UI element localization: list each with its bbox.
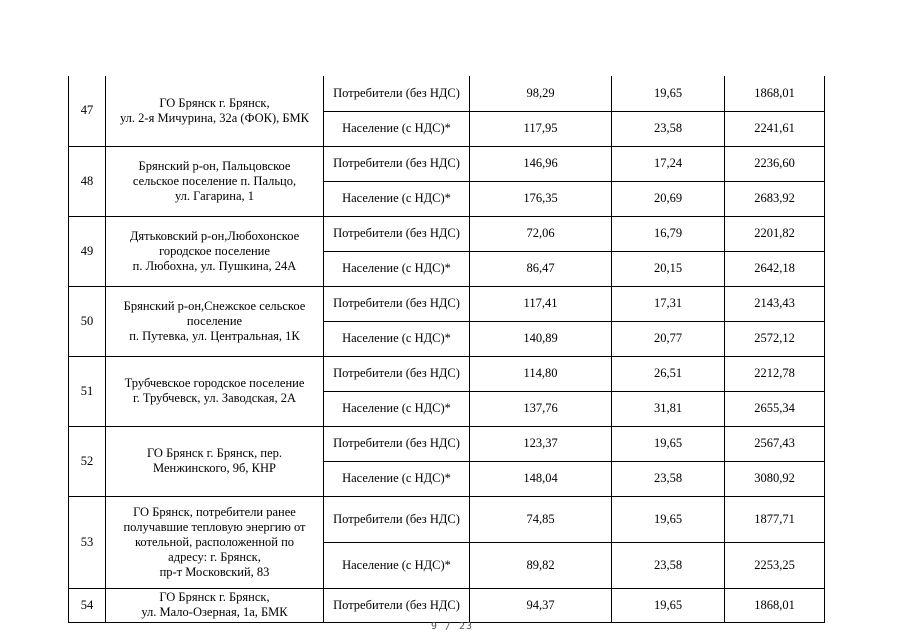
value-cell-3: 2655,34 xyxy=(725,391,825,426)
value-cell-1: 137,76 xyxy=(470,391,612,426)
table-row xyxy=(69,76,825,111)
row-number: 52 xyxy=(69,426,106,496)
location-name: Трубчевское городское поселение г. Трубчевск, ул. Заводская, 2А xyxy=(106,356,324,426)
value-cell-3: 2253,25 xyxy=(725,542,825,588)
consumer-type: Население (с НДС)* xyxy=(324,181,470,216)
value-cell-3: 2241,61 xyxy=(725,111,825,146)
value-cell-3: 2572,12 xyxy=(725,321,825,356)
table-row xyxy=(69,426,825,461)
value-cell-2: 20,15 xyxy=(612,251,725,286)
value-cell-2: 31,81 xyxy=(612,391,725,426)
table-row xyxy=(69,286,825,321)
row-number: 47 xyxy=(69,76,106,146)
value-cell-3: 2642,18 xyxy=(725,251,825,286)
consumer-type: Потребители (без НДС) xyxy=(324,496,470,542)
value-cell-2: 23,58 xyxy=(612,542,725,588)
value-cell-3: 2201,82 xyxy=(725,216,825,251)
consumer-type: Потребители (без НДС) xyxy=(324,216,470,251)
consumer-type: Население (с НДС)* xyxy=(324,542,470,588)
value-cell-3: 1877,71 xyxy=(725,496,825,542)
value-cell-2: 16,79 xyxy=(612,216,725,251)
value-cell-1: 148,04 xyxy=(470,461,612,496)
value-cell-2: 20,77 xyxy=(612,321,725,356)
value-cell-2: 23,58 xyxy=(612,111,725,146)
consumer-type: Население (с НДС)* xyxy=(324,461,470,496)
tariff-table xyxy=(68,76,825,623)
value-cell-1: 176,35 xyxy=(470,181,612,216)
value-cell-1: 114,80 xyxy=(470,356,612,391)
value-cell-2: 19,65 xyxy=(612,588,725,622)
value-cell-1: 74,85 xyxy=(470,496,612,542)
consumer-type: Потребители (без НДС) xyxy=(324,76,470,111)
row-number: 54 xyxy=(69,588,106,622)
location-name: Брянский р-он,Снежское сельское поселение п. Путевка, ул. Центральная, 1К xyxy=(106,286,324,356)
value-cell-1: 146,96 xyxy=(470,146,612,181)
value-cell-2: 19,65 xyxy=(612,426,725,461)
value-cell-1: 117,41 xyxy=(470,286,612,321)
value-cell-3: 2143,43 xyxy=(725,286,825,321)
value-cell-2: 19,65 xyxy=(612,76,725,111)
value-cell-1: 123,37 xyxy=(470,426,612,461)
value-cell-2: 26,51 xyxy=(612,356,725,391)
row-number: 50 xyxy=(69,286,106,356)
value-cell-3: 1868,01 xyxy=(725,588,825,622)
value-cell-2: 20,69 xyxy=(612,181,725,216)
row-number: 48 xyxy=(69,146,106,216)
consumer-type: Население (с НДС)* xyxy=(324,321,470,356)
value-cell-1: 98,29 xyxy=(470,76,612,111)
table-row xyxy=(69,146,825,181)
table-row xyxy=(69,588,825,622)
value-cell-3: 1868,01 xyxy=(725,76,825,111)
table-row xyxy=(69,496,825,542)
consumer-type: Население (с НДС)* xyxy=(324,251,470,286)
value-cell-3: 2567,43 xyxy=(725,426,825,461)
value-cell-3: 3080,92 xyxy=(725,461,825,496)
consumer-type: Потребители (без НДС) xyxy=(324,146,470,181)
location-name: ГО Брянск, потребители ранее получавшие тепловую энергию от котельной, расположенной по адресу: г. Брянск, пр-т Московский, 83 xyxy=(106,496,324,588)
consumer-type: Потребители (без НДС) xyxy=(324,426,470,461)
page-indicator: 9 / 23 xyxy=(430,621,474,632)
consumer-type: Потребители (без НДС) xyxy=(324,356,470,391)
location-name: Дятьковский р-он,Любохонское городское поселение п. Любохна, ул. Пушкина, 24А xyxy=(106,216,324,286)
consumer-type: Потребители (без НДС) xyxy=(324,286,470,321)
value-cell-2: 17,31 xyxy=(612,286,725,321)
value-cell-3: 2236,60 xyxy=(725,146,825,181)
value-cell-1: 140,89 xyxy=(470,321,612,356)
consumer-type: Население (с НДС)* xyxy=(324,391,470,426)
location-name: ГО Брянск г. Брянск, пер. Менжинского, 9б, КНР xyxy=(106,426,324,496)
table-row xyxy=(69,216,825,251)
table-row xyxy=(69,356,825,391)
location-name: ГО Брянск г. Брянск, ул. 2-я Мичурина, 32а (ФОК), БМК xyxy=(106,76,324,146)
consumer-type: Потребители (без НДС) xyxy=(324,588,470,622)
value-cell-1: 117,95 xyxy=(470,111,612,146)
value-cell-2: 23,58 xyxy=(612,461,725,496)
value-cell-2: 19,65 xyxy=(612,496,725,542)
location-name: ГО Брянск г. Брянск, ул. Мало-Озерная, 1а, БМК xyxy=(106,588,324,622)
tariff-table-body xyxy=(69,76,825,622)
value-cell-3: 2212,78 xyxy=(725,356,825,391)
location-name: Брянский р-он, Пальцовское сельское поселение п. Пальцо, ул. Гагарина, 1 xyxy=(106,146,324,216)
row-number: 51 xyxy=(69,356,106,426)
value-cell-1: 94,37 xyxy=(470,588,612,622)
row-number: 53 xyxy=(69,496,106,588)
value-cell-1: 72,06 xyxy=(470,216,612,251)
value-cell-1: 86,47 xyxy=(470,251,612,286)
value-cell-2: 17,24 xyxy=(612,146,725,181)
consumer-type: Население (с НДС)* xyxy=(324,111,470,146)
value-cell-1: 89,82 xyxy=(470,542,612,588)
row-number: 49 xyxy=(69,216,106,286)
value-cell-3: 2683,92 xyxy=(725,181,825,216)
